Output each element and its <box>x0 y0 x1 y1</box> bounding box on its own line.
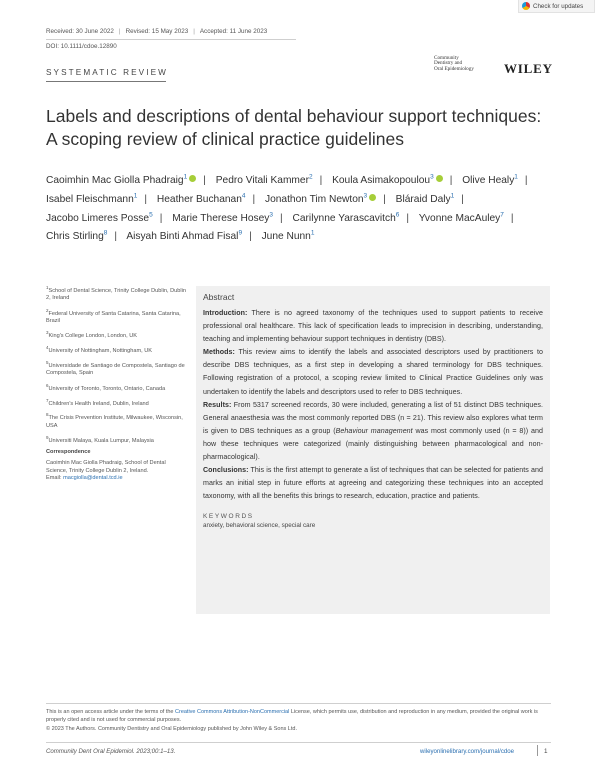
author-separator: | <box>280 212 283 224</box>
keywords-text: anxiety, behavioral science, special care <box>203 522 316 530</box>
affiliation-item: $^6$University of Toronto, Toronto, Ontario, Canada <box>46 382 166 392</box>
author-affiliation-number[interactable]: 1 <box>133 192 138 200</box>
author-affiliation-number[interactable]: 3 <box>430 173 434 181</box>
author-name[interactable]: Olive Healy <box>462 175 515 186</box>
author-separator: | <box>449 175 453 186</box>
orcid-icon[interactable] <box>369 194 376 201</box>
footer-divider <box>46 703 551 704</box>
page-number: 1 <box>544 748 548 755</box>
orcid-icon[interactable] <box>436 175 443 182</box>
copyright-notice: © 2023 The Authors. Community Dentistry and Oral Epidemiology published by John Wiley & Sons Ltd. <box>46 725 297 732</box>
correspondence-heading: Correspondence <box>46 448 91 455</box>
check-updates-label: Check for updates <box>533 2 584 10</box>
affiliation-item: $^2$Federal University of Santa Catarina, Santa Catarina, Brazil <box>46 307 181 324</box>
author-name[interactable]: Pedro Vitali Kammer <box>215 175 309 186</box>
author-name[interactable]: Caoimhin Mac Giolla Phadraig <box>46 175 184 186</box>
affiliation-item: $^8$The Crisis Prevention Institute, Milwaukee, Wisconsin, USA <box>46 412 183 429</box>
author-affiliation-number[interactable]: 5 <box>149 211 153 219</box>
author-name[interactable]: Yvonne MacAuley <box>418 212 501 224</box>
author-name[interactable]: Bláraid Daly <box>395 193 451 205</box>
affiliation-item: $^1$School of Dental Science, Trinity College Dublin, Dublin 2, Ireland <box>46 285 186 302</box>
author-affiliation-number[interactable]: 4 <box>241 192 246 200</box>
footer-bottom-divider <box>46 742 551 743</box>
author-name[interactable]: Heather Buchanan <box>156 193 242 205</box>
header-divider <box>46 39 296 40</box>
author-separator: | <box>252 193 256 205</box>
doi[interactable]: DOI: 10.1111/cdoe.12890 <box>46 43 117 50</box>
author-separator: | <box>249 231 252 243</box>
author-affiliation-number[interactable]: 1 <box>183 173 188 181</box>
journal-logo: Community Dentistry and Oral Epidemiology <box>434 55 474 72</box>
author-affiliation-number[interactable]: 6 <box>395 211 400 219</box>
author-separator: | <box>510 212 514 224</box>
author-separator: | <box>144 193 148 205</box>
section-underline <box>46 81 166 82</box>
author-name[interactable]: Isabel Fleischmann <box>46 193 134 205</box>
author-separator: | <box>319 175 323 186</box>
license-notice: This is an open access article under the terms of the Creative Commons Attribution-NonCommercial License, which permits use, distribution and reproduction in any medium, provided the original work is properly cited and is not used for commercial purposes. © 2023 The Authors. Community Dentistry and Oral Epidemiology published by John Wiley & Sons Ltd. <box>46 709 538 732</box>
affiliation-item: $^9$Universiti Malaya, Kuala Lumpur, Malaysia <box>46 435 154 444</box>
affiliations <box>46 284 186 486</box>
check-for-updates-button[interactable] <box>518 0 595 13</box>
orcid-icon[interactable] <box>189 175 196 182</box>
abstract-conclusions: Conclusions: This is the first attempt to generate a list of techniques that can be selected for patients and marks an initial step in future efforts at agreeing and categorizing these techniques into an accepted taxonomy, with all the benefits this brings to research, education, practice and patients. <box>203 466 543 501</box>
author-separator: | <box>383 193 386 205</box>
author-affiliation-number[interactable]: 2 <box>308 173 313 181</box>
author-separator: | <box>203 175 206 186</box>
author-separator: | <box>524 175 528 186</box>
author-name[interactable]: June Nunn <box>261 231 311 243</box>
abstract-methods: Methods: This review aims to identify the labels and associated descriptors used by practitioners to describe DBS techniques, as a first step in developing a shared terminology for DBS techniques. Following registration of a protocol, a scoping review limited to Clinical Practice Guidelines only was undertaken to identify the labels and descriptors used to refer to DBS techniques. <box>203 348 543 396</box>
author-name[interactable]: Carilynne Yarascavitch <box>292 212 396 224</box>
author-separator: | <box>461 193 464 205</box>
author-affiliation-number[interactable]: 7 <box>500 211 504 219</box>
affiliation-item: $^4$University of Nottingham, Nottingham, UK <box>46 345 153 354</box>
author-list <box>46 172 546 247</box>
accepted-date: Accepted: 11 June 2023 <box>199 28 268 35</box>
author-affiliation-number[interactable]: 1 <box>450 192 455 200</box>
revised-date: Revised: 15 May 2023 <box>125 28 189 35</box>
keywords-heading: KEYWORDS <box>203 513 254 521</box>
author-affiliation-number[interactable]: 3 <box>363 192 368 200</box>
section-label: SYSTEMATIC REVIEW <box>46 68 168 77</box>
license-link[interactable]: Creative Commons Attribution-NonCommercial <box>175 709 290 715</box>
author-separator: | <box>159 212 163 224</box>
affiliation-item: $^7$Children's Health Ireland, Dublin, Ireland <box>46 397 149 407</box>
abstract-heading: Abstract <box>203 292 235 302</box>
publisher-logo: WILEY <box>504 61 553 76</box>
author-separator: | <box>406 212 410 224</box>
affiliation-item: $^5$Universidade de Santiago de Compostela, Santiago de Compostela, Spain <box>46 360 185 377</box>
abstract-introduction: Introduction: There is no agreed taxonomy of the techniques used to support patients to receive professional oral healthcare. This lack of specification leads to imprecision in describing, understanding, teaching and implementing behaviour support techniques in dentistry (DBS). <box>203 309 543 344</box>
check-updates-icon <box>522 2 530 10</box>
author-name[interactable]: Marie Therese Hosey <box>172 212 270 224</box>
journal-citation: Community Dent Oral Epidemiol. 2023;00:1–13. <box>46 748 176 755</box>
article-title: Labels and descriptions of dental behaviour support techniques: A scoping review of clinical practice guidelines <box>46 106 542 149</box>
author-name[interactable]: Aisyah Binti Ahmad Fisal <box>126 231 239 243</box>
author-name[interactable]: Koula Asimakopoulou <box>332 175 431 186</box>
author-affiliation-number[interactable]: 8 <box>103 230 108 237</box>
author-affiliation-number[interactable]: 1 <box>514 173 518 181</box>
author-name[interactable]: Chris Stirling <box>46 231 104 243</box>
abstract-box <box>196 286 550 614</box>
journal-url-link[interactable]: wileyonlinelibrary.com/journal/cdoe <box>420 748 515 755</box>
article-dates: Received: 30 June 2022 | Revised: 15 May 2023 | Accepted: 11 June 2023 <box>46 28 268 35</box>
correspondence-text: Caoimhin Mac Giolla Phadraig, School of Dental Science, Trinity College Dublin 2, Ireland. Email: macgiolla@dental.tcd.ie <box>46 460 166 482</box>
author-name[interactable]: Jonathon Tim Newton <box>265 193 364 205</box>
footer-separator <box>537 745 538 756</box>
author-affiliation-number[interactable]: 3 <box>269 211 274 219</box>
author-name[interactable]: Jacobo Limeres Posse <box>46 212 150 224</box>
author-affiliation-number[interactable]: 9 <box>238 230 243 237</box>
affiliation-item: $^3$King's College London, London, UK <box>46 330 137 339</box>
abstract-results: Results: From 5317 screened records, 30 were included, generating a list of 51 distinct DBS techniques. General anaesthesia was the most commonly reported DBS (n = 21). This review also explores what term is given to DBS techniques as a group (Behaviour management was most commonly used (n = 8)) and how these techniques were categorized (mainly distinguishing between pharmacological and non-pharmacological). <box>203 400 544 462</box>
correspondence-email-link[interactable]: macgiolla@dental.tcd.ie <box>63 475 123 482</box>
author-affiliation-number[interactable]: 1 <box>310 230 315 237</box>
author-separator: | <box>114 231 118 243</box>
received-date: Received: 30 June 2022 <box>46 28 114 35</box>
